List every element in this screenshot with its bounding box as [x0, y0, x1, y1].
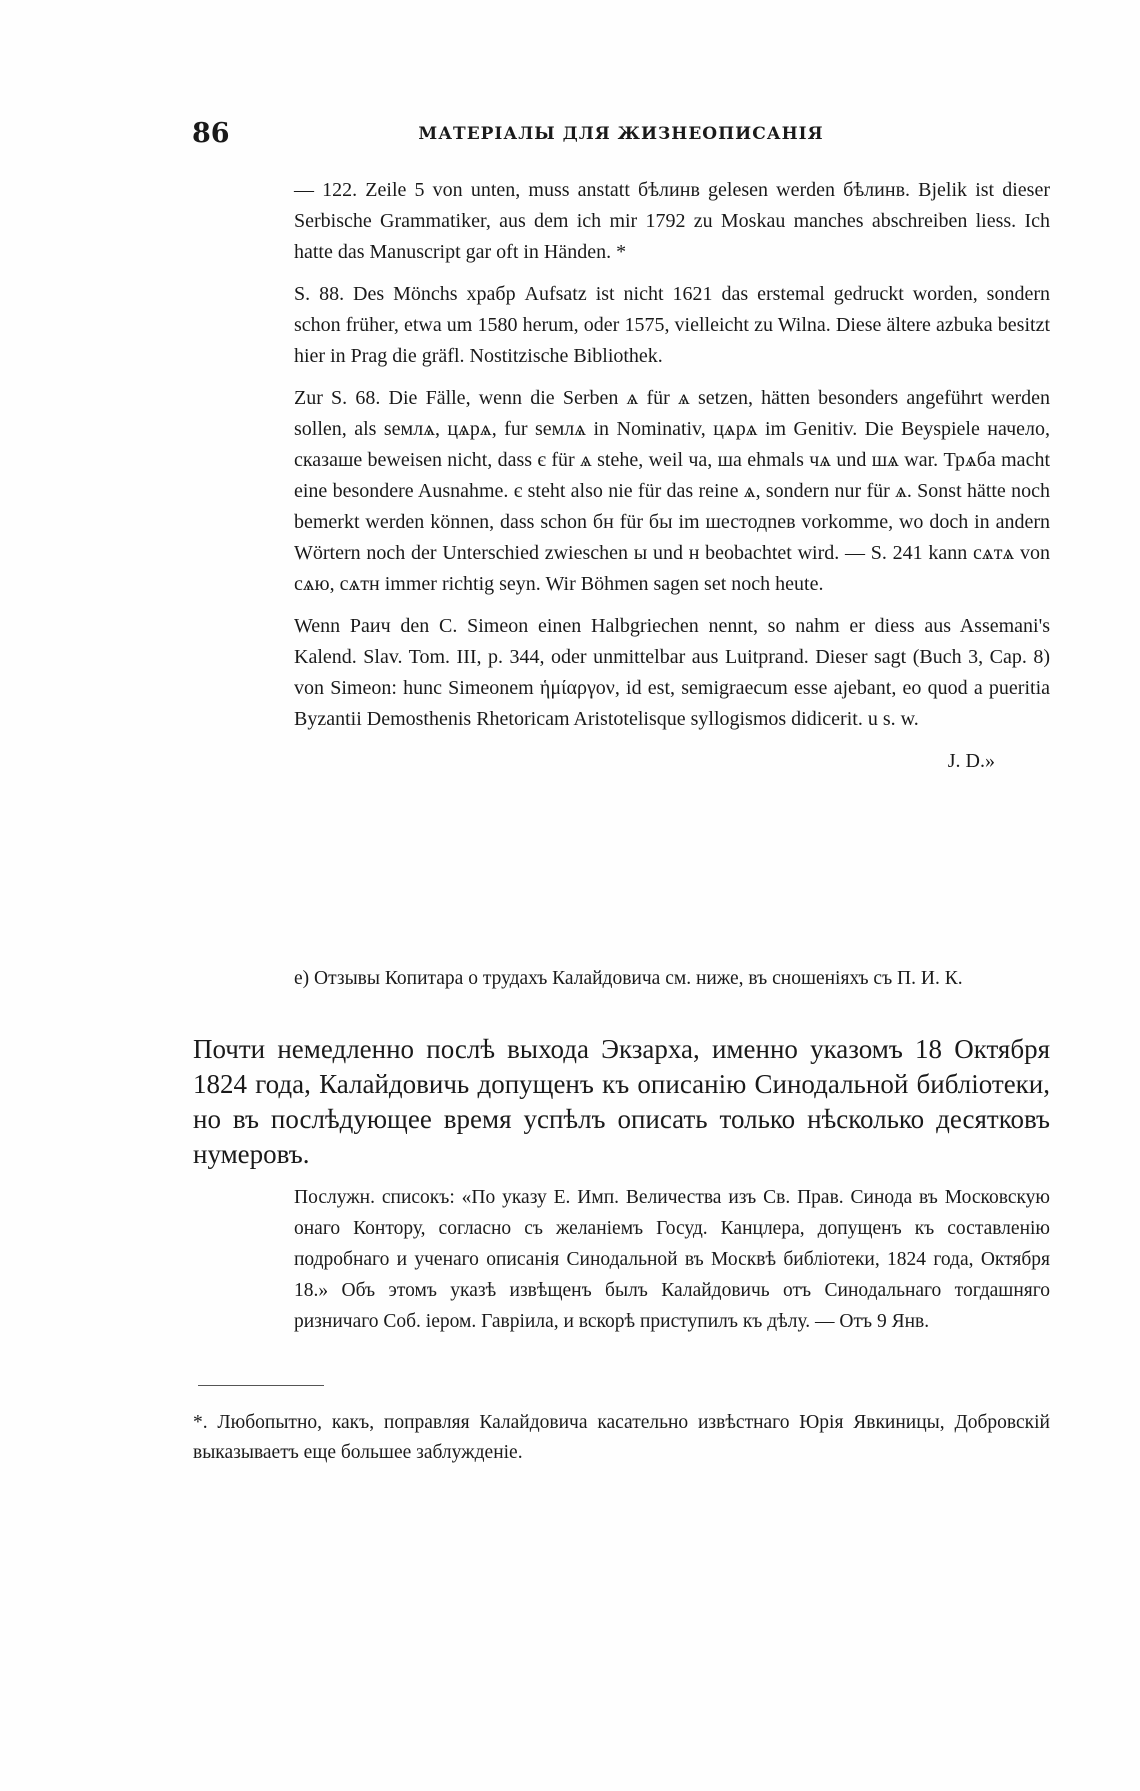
running-title: МАТЕРІАЛЫ ДЛЯ ЖИЗНЕОПИСАНІЯ [418, 124, 824, 144]
note-paragraph: S. 88. Des Mönchs храбр Aufsatz ist nicht 1621 das erstemal gedruckt worden, sondern schon früher, etwa um 1580 herum, oder 1575, vielleicht zu Wilna. Diese ältere azbuka besitzt hier in Prag die gräfl. Nostitzische Bibliothek. [294, 283, 1050, 367]
note-paragraph: Zur S. 68. Die Fälle, wenn die Serben ѧ für ѧ setzen, hätten besonders angeführt werden sollen, als ѕемлѧ, цѧрѧ, fur ѕемлѧ in Nominativ, цѧрѧ im Genitiv. Die Beyspiele начело, сказаше beweisen nicht, dass є für ѧ stehe, weil ча, ша ehmals чѧ und шѧ war. Трѧба macht eine besondere Ausnahme. є steht also nie für das reine ѧ, sondern nur für ѧ. Sonst hätte noch bemerkt werden können, dass schon бн für бы im шестодnев vorkomme, wo doch in andern Wörtern noch der Unterschied zwieschen ы und н beobachtet wird. — S. 241 kann сѧтѧ von сѧю, сѧтн immer richtig seyn. Wir Böhmen sagen set noch heute. [294, 387, 1050, 595]
page-number: 86 [192, 118, 230, 149]
footnote: *. Любопытно, какъ, поправляя Калайдовича касательно извѣстнаго Юрія Явкиницы, Добровскій выказываетъ еще большее заблужденіе. [193, 1412, 1050, 1463]
page-header [192, 118, 1050, 152]
signature: J. D.» [947, 750, 995, 772]
note-paragraph: — 122. Zeile 5 von unten, muss anstatt бѣлинв gelesen werden бѣлинв. Bjelik ist dieser Serbische Grammatiker, aus dem ich mir 1792 zu Moskau manches abschreiben liess. Ich hatte das Manuscript gar oft in Händen. * [294, 179, 1050, 263]
quote-paragraph: Послужн. списокъ: «По указу Е. Имп. Величества изъ Св. Прав. Синода въ Московскую онаго Контору, согласно съ желаніемъ Госуд. Канцлера, допущенъ къ составленію подробнаго и ученаго описанія Синодальной въ Москвѣ библіотеки, 1824 года, Октября 18.» Объ этомъ указѣ извѣщенъ былъ Калайдовичь отъ Синодальнаго тогдашняго ризничаго Соб. іером. Гавріила, и вскорѣ приступилъ къ дѣлу. — Отъ 9 Янв. [294, 1187, 1050, 1332]
main-paragraph: Почти немедленно послѣ выхода Экзарха, именно указомъ 18 Октября 1824 года, Калайдовичь допущенъ къ описанію Синодальной библіотеки, но въ послѣдующее время успѣлъ описать только нѣсколько десятковъ нумеровъ. [193, 1034, 1050, 1169]
note-paragraph: Wenn Раич den C. Simeon einen Halbgriechen nennt, so nahm er diess aus Assemani's Kalend. Slav. Tom. III, p. 344, oder unmittelbar aus Luitprand. Dieser sagt (Buch 3, Cap. 8) von Simeon: hunc Simeonem ἡμίαργον, id est, semigraecum esse ajebant, eo quod a pueritia Byzantii Demosthenis Rhetoricam Aristotelisque syllogismos didicerit. u s. w. [294, 615, 1050, 730]
footnote-divider [198, 1385, 324, 1386]
section-note: е) Отзывы Копитара о трудахъ Калайдовича см. ниже, въ сношеніяхъ съ П. И. К. [294, 968, 963, 989]
german-letter-excerpt [294, 175, 1050, 788]
